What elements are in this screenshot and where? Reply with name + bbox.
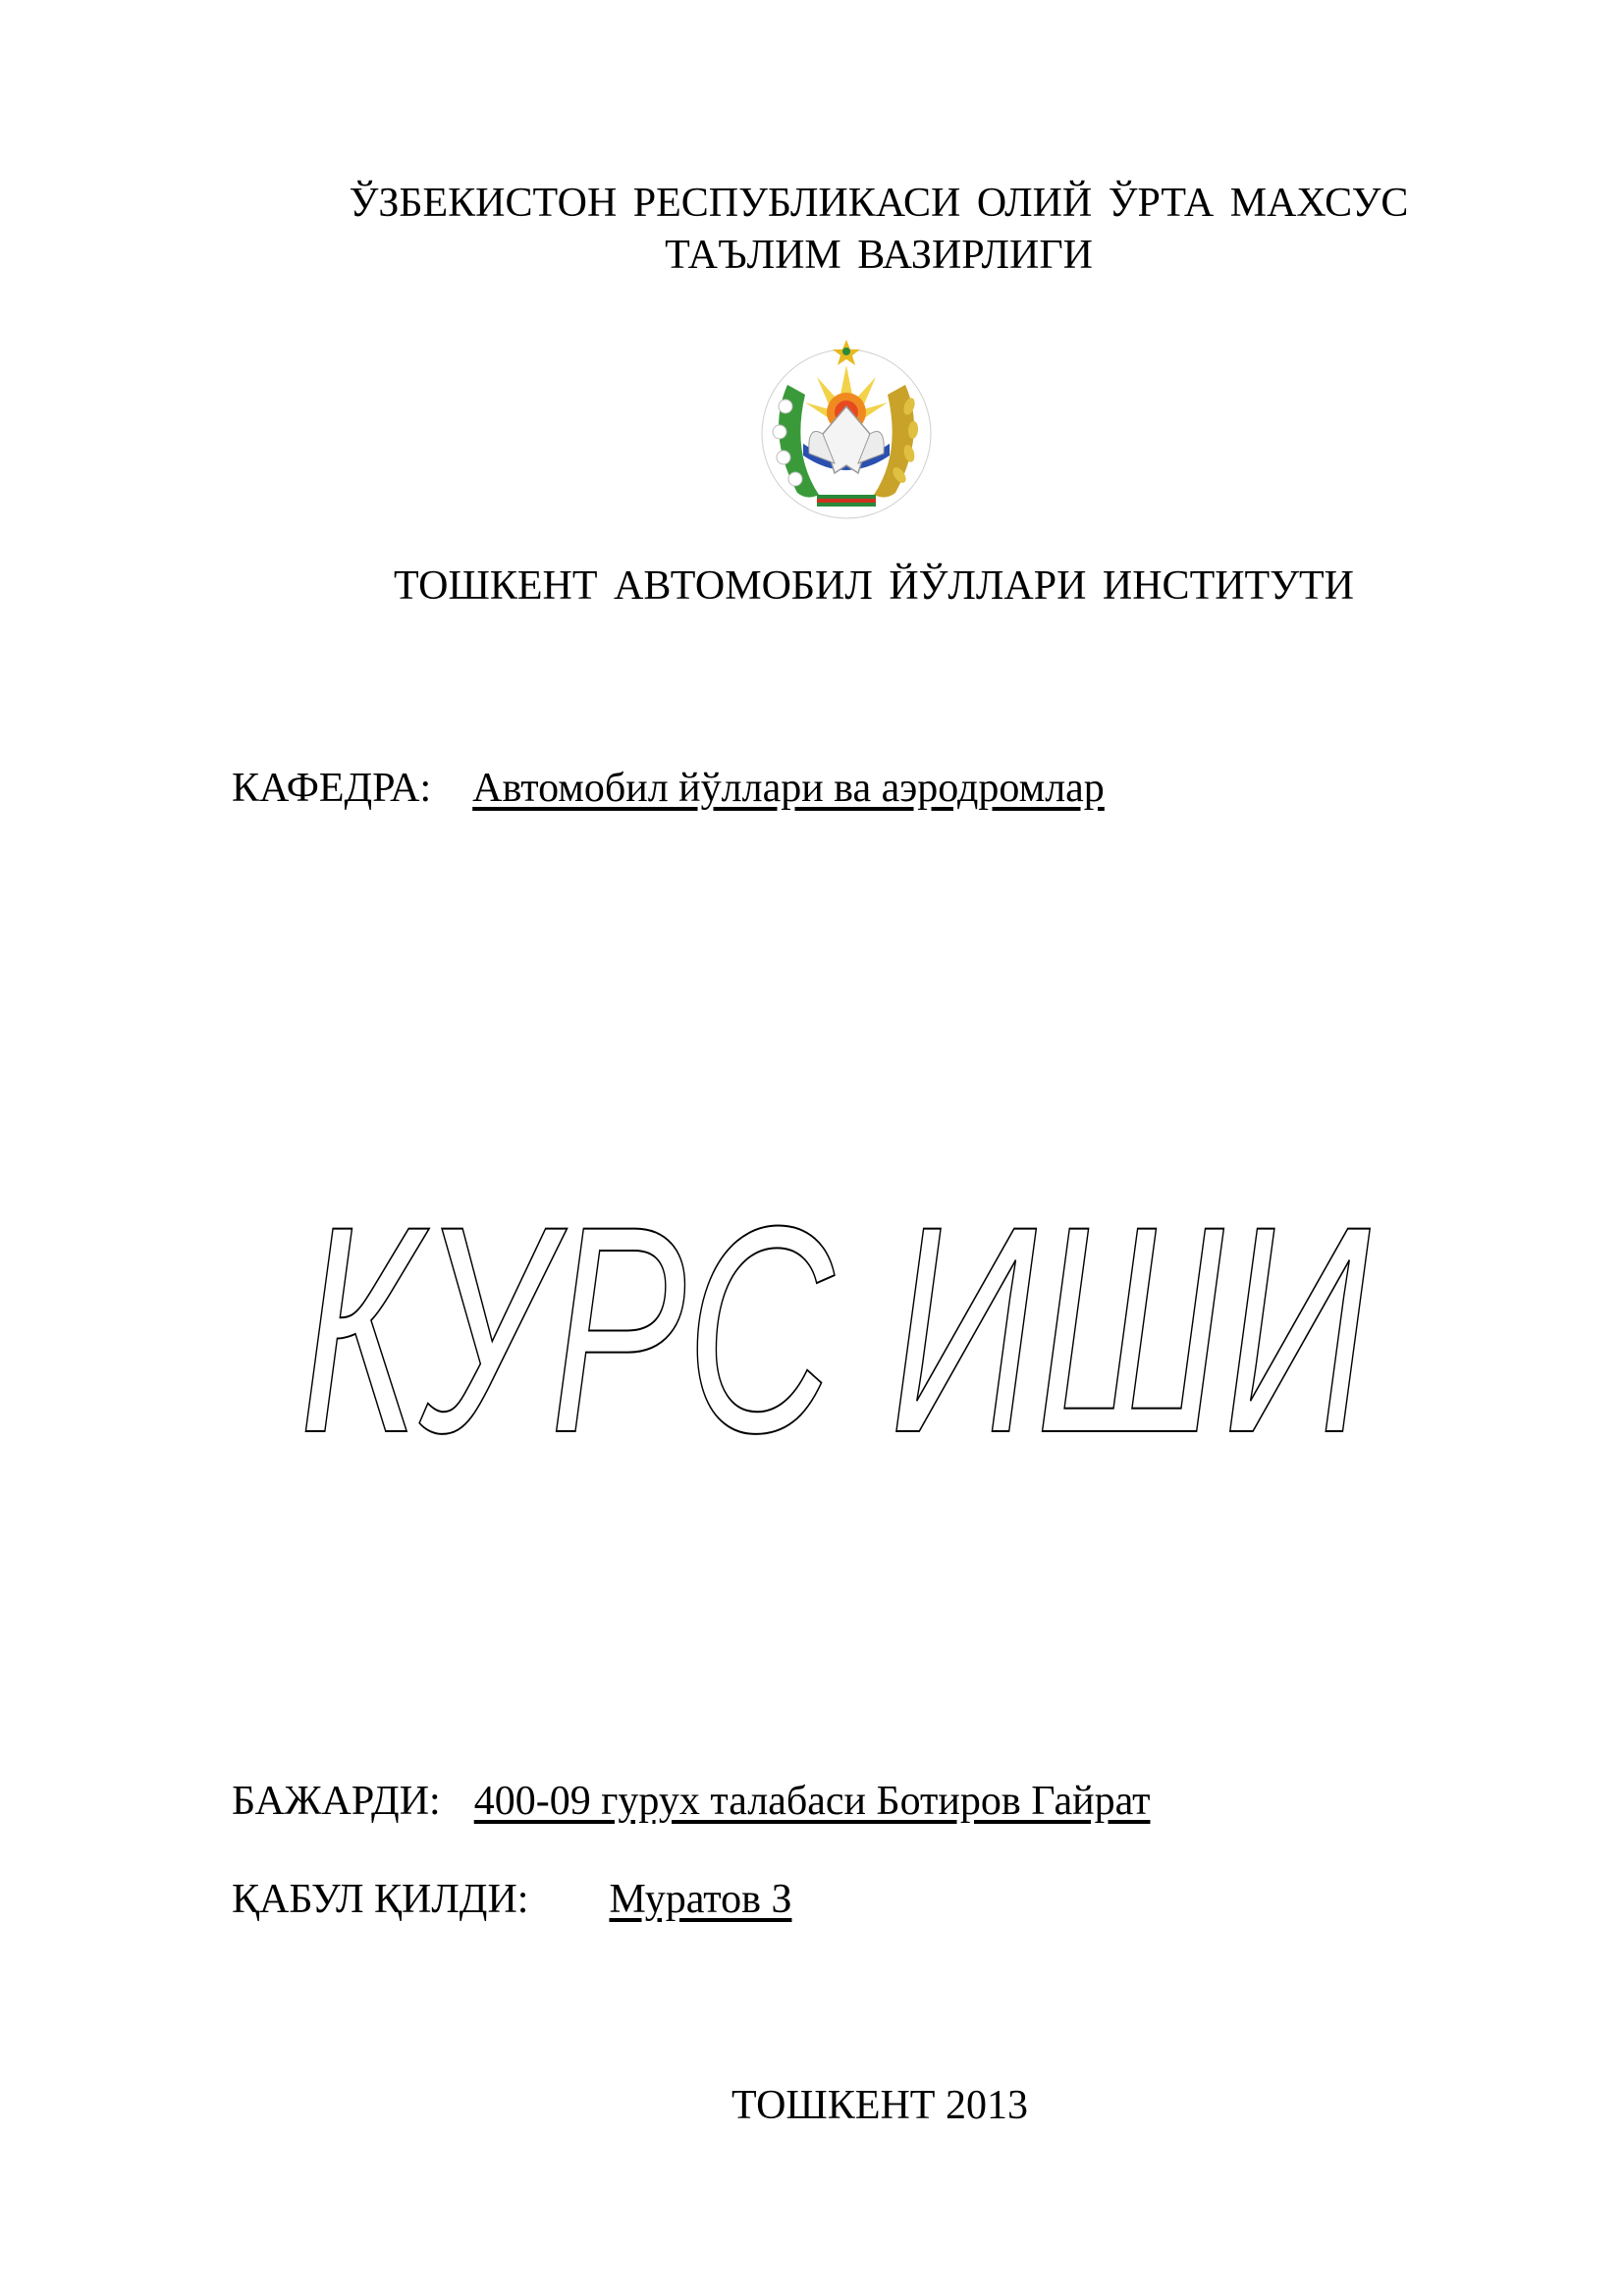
- performer-value: 400-09 гурух талабаси Ботиров Гайрат: [473, 1779, 1151, 1824]
- city-year: ТОШКЕНТ 2013: [731, 2083, 1028, 2128]
- accepter-row: [232, 1875, 791, 1924]
- performer-label: БАЖАРДИ:: [232, 1779, 441, 1824]
- accepter-label: ҚАБУЛ ҚИЛДИ:: [232, 1877, 529, 1922]
- state-emblem-icon: [748, 326, 945, 522]
- document-title: [285, 1188, 1384, 1443]
- document-title-text: КУРС ИШИ: [299, 1188, 1371, 1443]
- department-value: Автомобил йўллари ва аэродромлар: [472, 766, 1105, 811]
- department-label: КАФЕДРА:: [232, 766, 432, 811]
- ministry-line-2: ТАЪЛИМ ВАЗИРЛИГИ: [665, 233, 1093, 278]
- accepter-value: Муратов З: [609, 1877, 792, 1922]
- institute-name: ТОШКЕНТ АВТОМОБИЛ ЙЎЛЛАРИ ИНСТИТУТИ: [394, 563, 1354, 609]
- department-row: [232, 764, 1105, 813]
- performer-row: [232, 1777, 1150, 1826]
- ministry-line-1: ЎЗБЕКИСТОН РЕСПУБЛИКАСИ ОЛИЙ ЎРТА МАХСУС: [349, 181, 1409, 226]
